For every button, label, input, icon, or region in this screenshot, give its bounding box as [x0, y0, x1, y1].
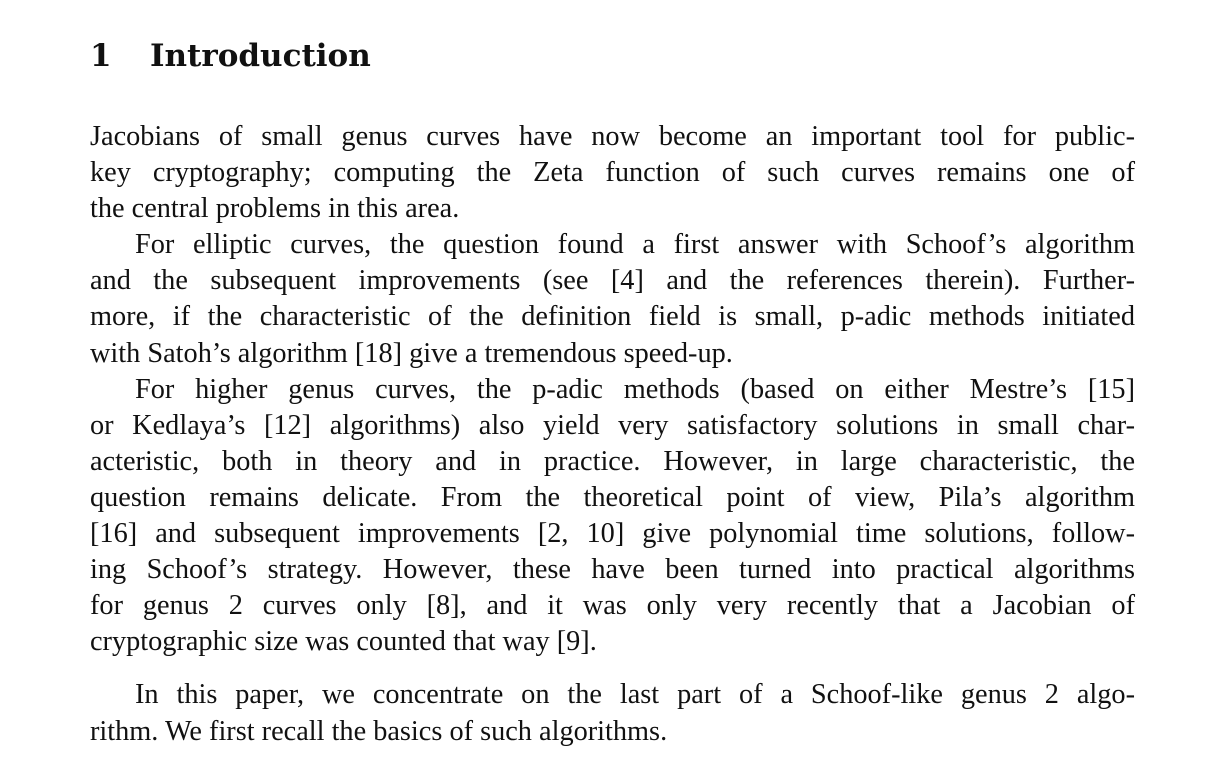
paragraph-line: [16] and subsequent improvements [2, 10] give polynomial time solutions, follow- [90, 518, 1135, 550]
paragraph-line: Jacobians of small genus curves have now become an important tool for public- [90, 121, 1135, 152]
paper-page [90, 34, 1135, 750]
paragraph-line: more, if the characteristic of the definition field is small, p-adic methods initiated [90, 301, 1135, 333]
paragraph-1 [90, 119, 1135, 227]
paragraph-line: In this paper, we concentrate on the last part of a Schoof-like genus 2 algo- [135, 679, 1135, 711]
section-title: Introduction [150, 38, 371, 74]
paragraph-line: rithm. We first recall the basics of such algorithms. [90, 715, 668, 747]
section-heading [90, 34, 1135, 78]
paragraph-line: ing Schoof’s strategy. However, these have been turned into practical algorithms [90, 554, 1135, 586]
paragraph-line: and the subsequent improvements (see [4] and the references therein). Further- [90, 265, 1135, 297]
paragraph-line: For elliptic curves, the question found a first answer with Schoof’s algorithm [135, 229, 1135, 261]
paragraph-3 [90, 372, 1135, 661]
paragraph-line: For higher genus curves, the p-adic methods (based on either Mestre’s [15] [135, 373, 1135, 405]
paragraph-line: for genus 2 curves only [8], and it was only very recently that a Jacobian of [90, 590, 1135, 622]
section-number: 1 [90, 38, 112, 74]
paragraph-4 [90, 677, 1135, 749]
paragraph-line: key cryptography; computing the Zeta function of such curves remains one of [90, 157, 1135, 189]
paragraph-line: cryptographic size was counted that way [9]. [90, 626, 597, 658]
paragraph-line: question remains delicate. From the theoretical point of view, Pila’s algorithm [90, 481, 1135, 513]
paragraph-line: acteristic, both in theory and in practice. However, in large characteristic, the [90, 445, 1135, 477]
paragraph-line: or Kedlaya’s [12] algorithms) also yield very satisfactory solutions in small char- [90, 409, 1135, 441]
paragraph-line: the central problems in this area. [90, 193, 460, 225]
paragraph-2 [90, 227, 1135, 371]
paragraph-line: with Satoh’s algorithm [18] give a tremendous speed-up. [90, 337, 733, 369]
